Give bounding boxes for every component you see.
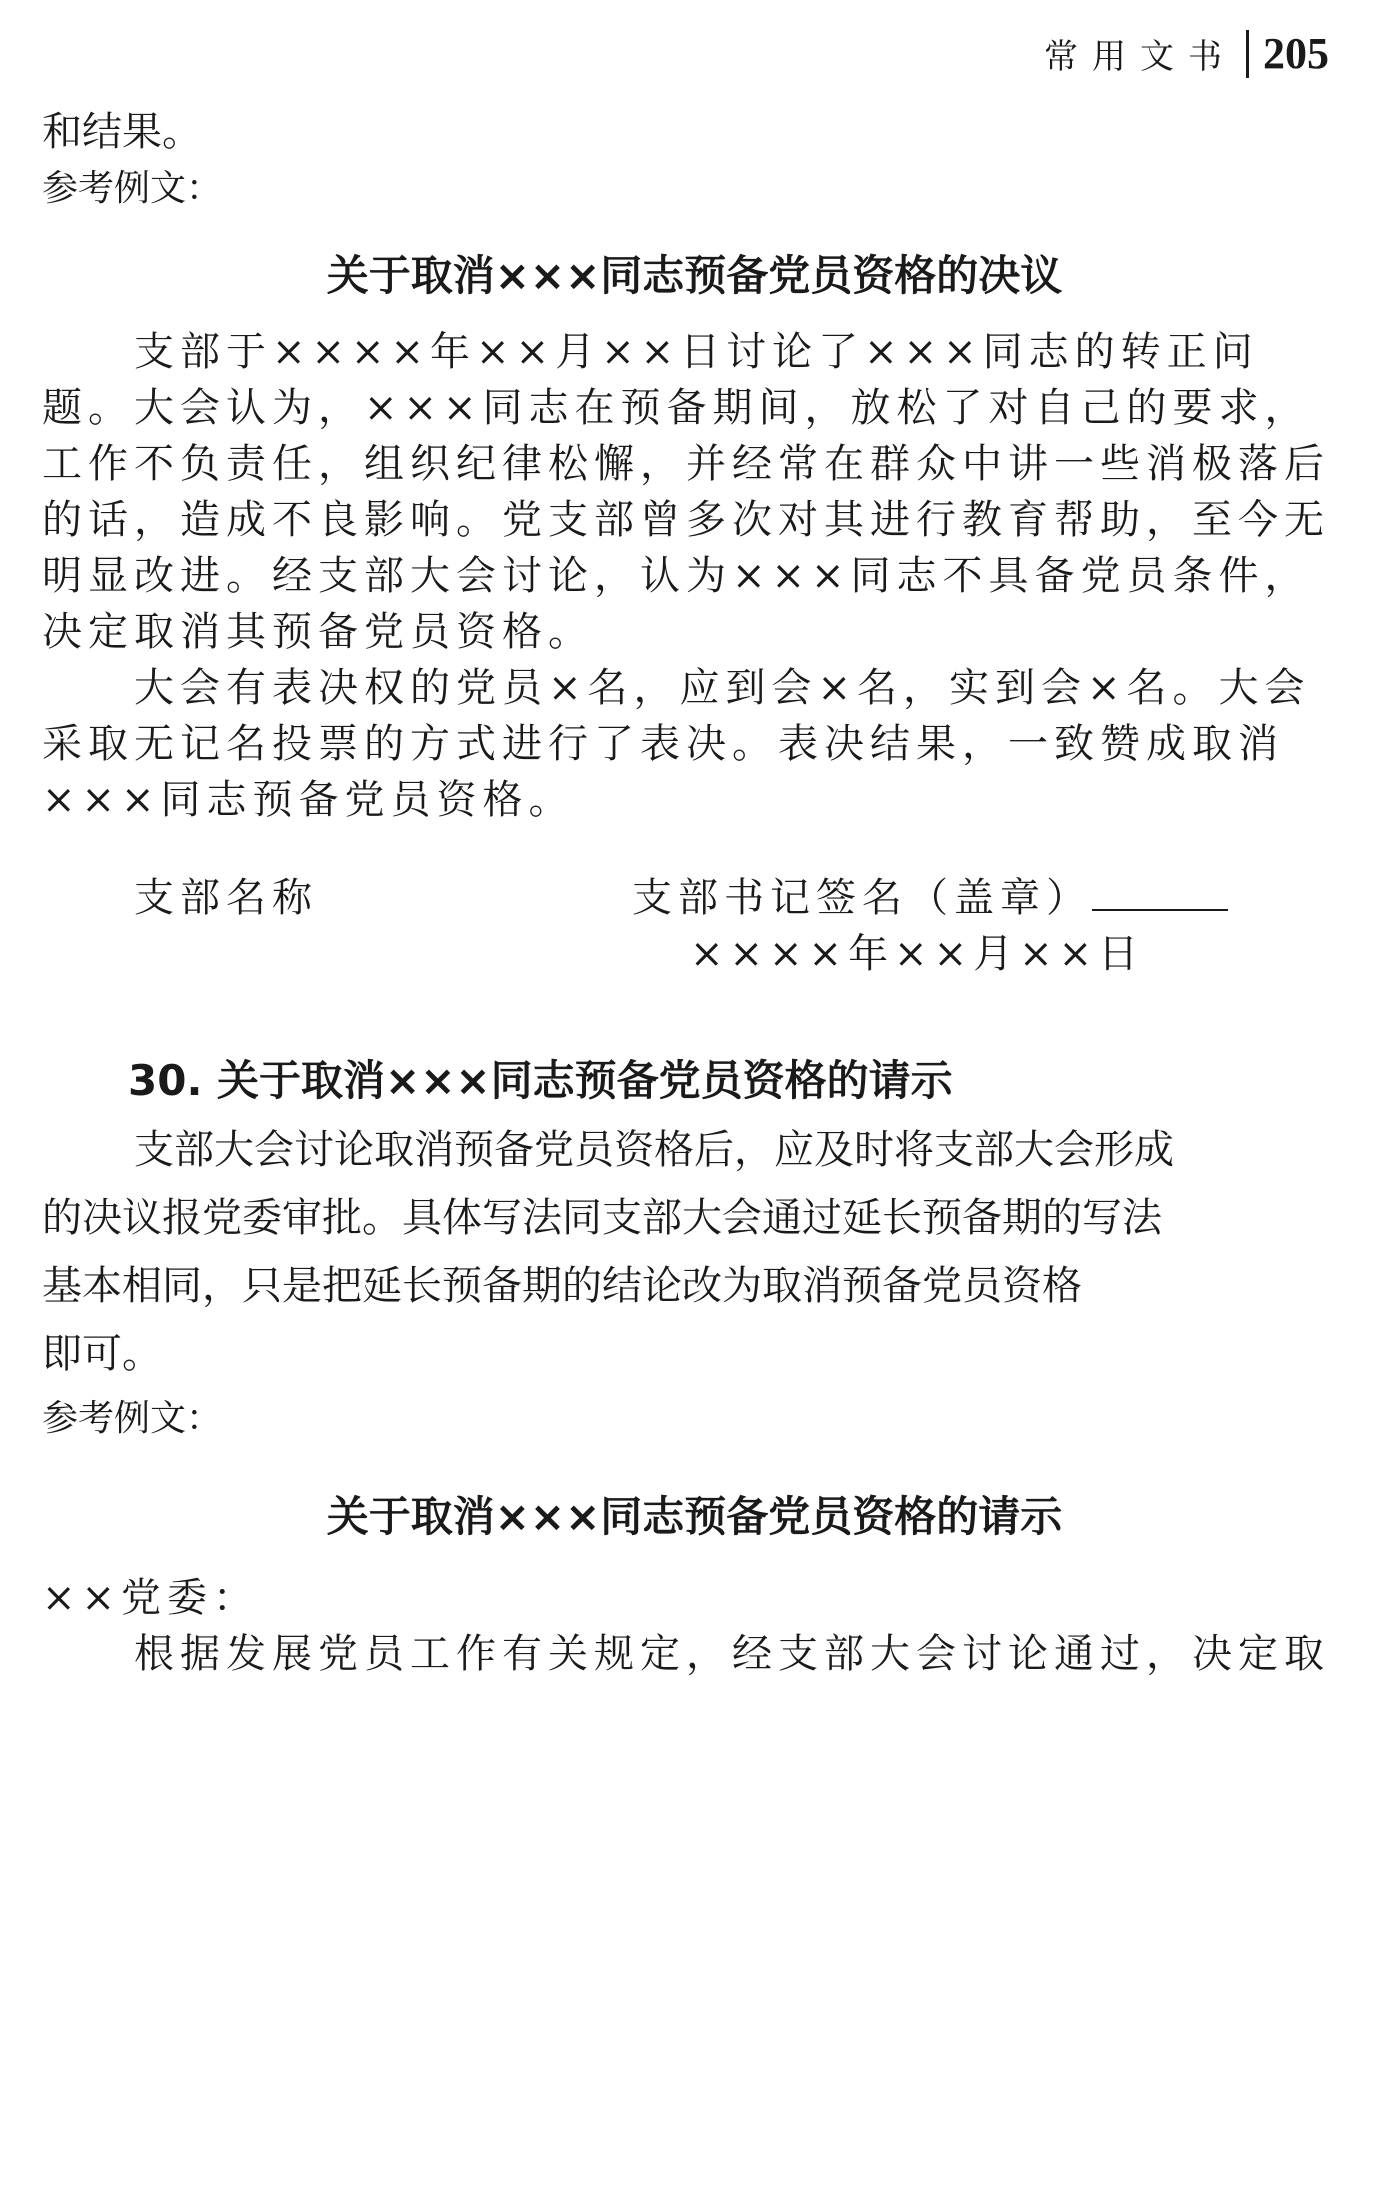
page-number: 205 (1263, 29, 1329, 78)
paragraph-line: 支部于××××年××月××日讨论了×××同志的转正问 (134, 329, 1259, 375)
paragraph-line: 大会有表决权的党员×名，应到会×名，实到会×名。大会 (134, 665, 1311, 711)
header-divider (1246, 30, 1249, 78)
resolution-title: 关于取消×××同志预备党员资格的决议 (326, 251, 1063, 300)
request-title: 关于取消×××同志预备党员资格的请示 (326, 1492, 1063, 1541)
continuation-line: 和结果。 (42, 109, 202, 155)
paragraph-line: 根据发展党员工作有关规定，经支部大会讨论通过，决定取 (134, 1631, 1330, 1677)
section-heading: 30. 关于取消×××同志预备党员资格的请示 (128, 1056, 953, 1105)
paragraph-line: 题。大会认为，×××同志在预备期间，放松了对自己的要求， (42, 385, 1311, 431)
paragraph-line: 明显改进。经支部大会讨论，认为×××同志不具备党员条件， (42, 553, 1311, 599)
secretary-signature-line (632, 866, 1228, 923)
running-head: 常用文书 (1044, 37, 1236, 77)
reference-label: 参考例文： (42, 1398, 223, 1439)
reference-label: 参考例文： (42, 168, 223, 209)
paragraph-line: 支部大会讨论取消预备党员资格后，应及时将支部大会形成 (134, 1127, 1174, 1173)
page-header (1044, 28, 1329, 79)
paragraph-line: 工作不负责任，组织纪律松懈，并经常在群众中讲一些消极落后 (42, 441, 1330, 487)
secretary-signature-label: 支部书记签名（盖章） (632, 875, 1092, 921)
signature-blank (1092, 903, 1228, 911)
paragraph-line: 即可。 (42, 1331, 162, 1377)
paragraph-line: 基本相同，只是把延长预备期的结论改为取消预备党员资格 (42, 1263, 1082, 1309)
salutation: ××党委： (42, 1575, 260, 1621)
paragraph-line: 的决议报党委审批。具体写法同支部大会通过延长预备期的写法 (42, 1195, 1162, 1241)
paragraph-line: 采取无记名投票的方式进行了表决。表决结果，一致赞成取消 (42, 721, 1284, 767)
branch-name-label: 支部名称 (134, 875, 318, 921)
resolution-date: ××××年××月××日 (690, 931, 1145, 977)
paragraph-line: 的话，造成不良影响。党支部曾多次对其进行教育帮助，至今无 (42, 497, 1330, 543)
paragraph-line: 决定取消其预备党员资格。 (42, 609, 594, 655)
paragraph-line: ×××同志预备党员资格。 (42, 777, 575, 823)
